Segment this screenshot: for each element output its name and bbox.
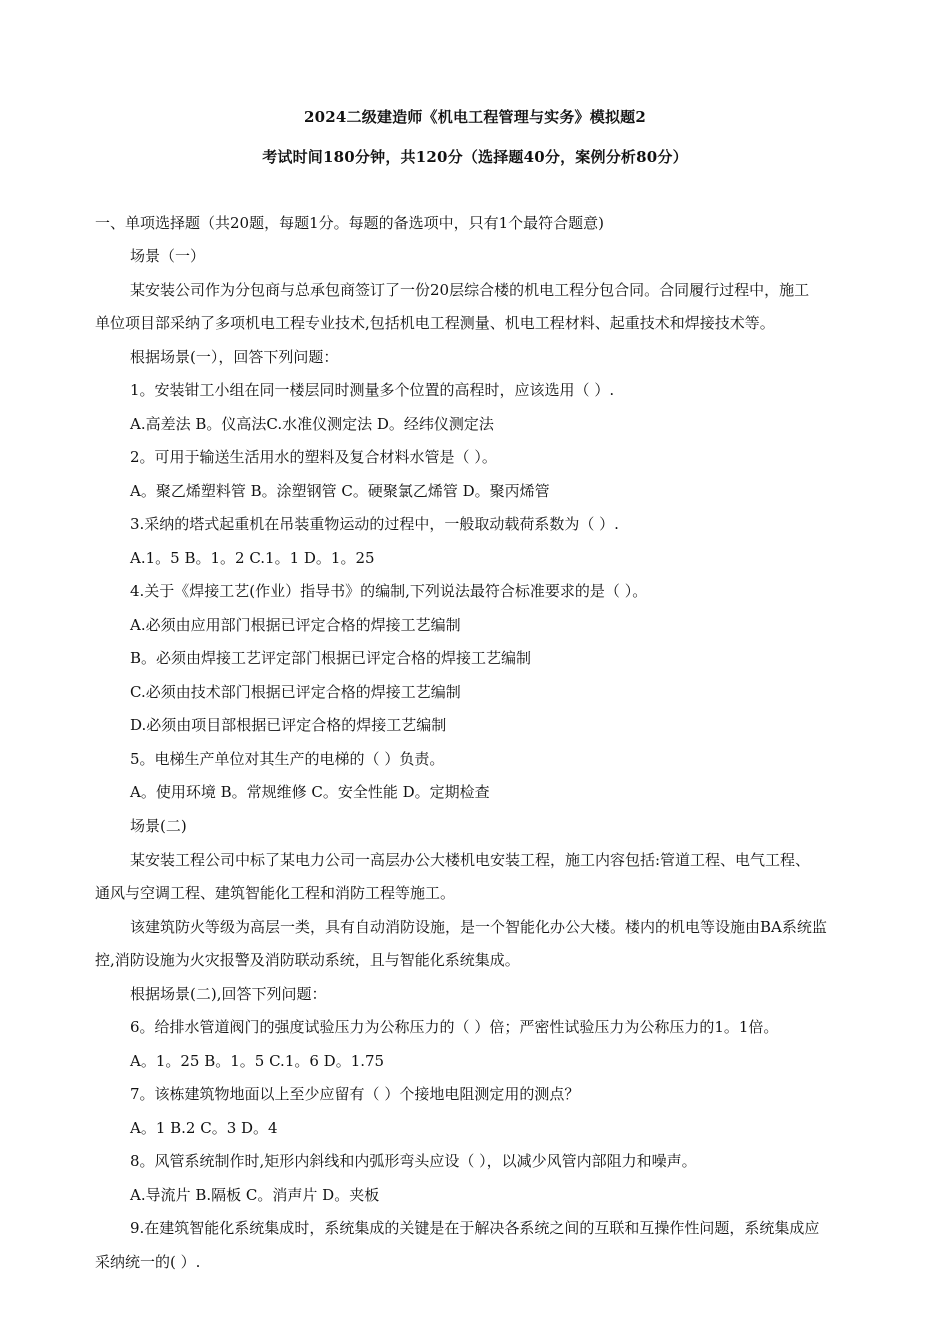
- scene-1-label: 场景（一）: [130, 247, 206, 265]
- scene-2-paragraph-1-cont: 通风与空调工程、建筑智能化工程和消防工程等施工。: [95, 884, 456, 902]
- question-9: 9.在建筑智能化系统集成时，系统集成的关键是在于解决各系统之间的互联和互操作性问题，系统集成应: [130, 1219, 820, 1237]
- scene-1-paragraph-cont: 单位项目部采纳了多项机电工程专业技术,包括机电工程测量、机电工程材料、起重技术和焊接技术等。: [95, 314, 775, 332]
- question-4-option-c: C.必须由技术部门根据已评定合格的焊接工艺编制: [130, 683, 461, 701]
- question-7: 7。该栋建筑物地面以上至少应留有（ ）个接地电阻测定用的测点？: [130, 1085, 580, 1103]
- question-2: 2。可用于输送生活用水的塑料及复合材料水管是（ ）。: [130, 448, 497, 466]
- question-8: 8。风管系统制作时,矩形内斜线和内弧形弯头应设（ ），以减少风管内部阻力和噪声。: [130, 1152, 697, 1170]
- question-7-options: A。1 B.2 C。3 D。4: [130, 1119, 278, 1137]
- scene-1-paragraph: 某安装公司作为分包商与总承包商签订了一份20层综合楼的机电工程分包合同。合同履行过程中，施工: [130, 281, 810, 299]
- question-8-options: A.导流片 B.隔板 C。消声片 D。夹板: [130, 1186, 380, 1204]
- section-title: 单项选择题（共20题，每题1分。每题的备选项中，只有1个最符合题意): [125, 214, 605, 232]
- question-1-options: A.高差法 B。仪高法C.水准仪测定法 D。经纬仪测定法: [130, 415, 494, 433]
- question-3: 3.采纳的塔式起重机在吊装重物运动的过程中，一般取动载荷系数为（ ）.: [130, 515, 619, 533]
- section-number: 一、: [95, 214, 126, 232]
- question-1: 1。安装钳工小组在同一楼层同时测量多个位置的高程时，应该选用（ ）.: [130, 381, 615, 399]
- question-9-cont: 采纳统一的( ）.: [95, 1253, 201, 1271]
- question-5: 5。电梯生产单位对其生产的电梯的（ ）负责。: [130, 750, 445, 768]
- question-4-option-a: A.必须由应用部门根据已评定合格的焊接工艺编制: [130, 616, 461, 634]
- document-title: 2024二级建造师《机电工程管理与实务》模拟题2: [304, 108, 646, 126]
- question-5-options: A。使用环境 B。常规维修 C。安全性能 D。定期检查: [130, 783, 490, 801]
- scene-1-prompt: 根据场景(一），回答下列问题：: [130, 348, 339, 366]
- scene-2-paragraph-1: 某安装工程公司中标了某电力公司一高层办公大楼机电安装工程，施工内容包括:管道工程、电气工程、: [130, 851, 811, 869]
- question-6-options: A。1。25 B。1。5 C.1。6 D。1.75: [130, 1052, 385, 1070]
- scene-2-paragraph-2: 该建筑防火等级为高层一类，具有自动消防设施，是一个智能化办公大楼。楼内的机电等设施由BA系统监: [130, 918, 827, 936]
- question-2-options: A。聚乙烯塑料管 B。涂塑钢管 C。硬聚氯乙烯管 D。聚丙烯管: [130, 482, 550, 500]
- question-3-options: A.1。5 B。1。2 C.1。1 D。1。25: [130, 549, 375, 567]
- scene-2-prompt: 根据场景(二),回答下列问题：: [130, 985, 327, 1003]
- section-heading: [95, 213, 604, 233]
- scene-2-label: 场景(二): [130, 817, 187, 835]
- question-4: 4.关于《焊接工艺(作业）指导书》的编制,下列说法最符合标准要求的是（ ）。: [130, 582, 648, 600]
- question-4-option-d: D.必须由项目部根据已评定合格的焊接工艺编制: [130, 716, 447, 734]
- question-4-option-b: B。必须由焊接工艺评定部门根据已评定合格的焊接工艺编制: [130, 649, 532, 667]
- question-6: 6。给排水管道阀门的强度试验压力为公称压力的（ ）倍；严密性试验压力为公称压力的1。1倍。: [130, 1018, 779, 1036]
- exam-info: 考试时间180分钟，共120分（选择题40分，案例分析80分）: [262, 148, 688, 166]
- scene-2-paragraph-2-cont: 控,消防设施为火灾报警及消防联动系统，且与智能化系统集成。: [95, 951, 520, 969]
